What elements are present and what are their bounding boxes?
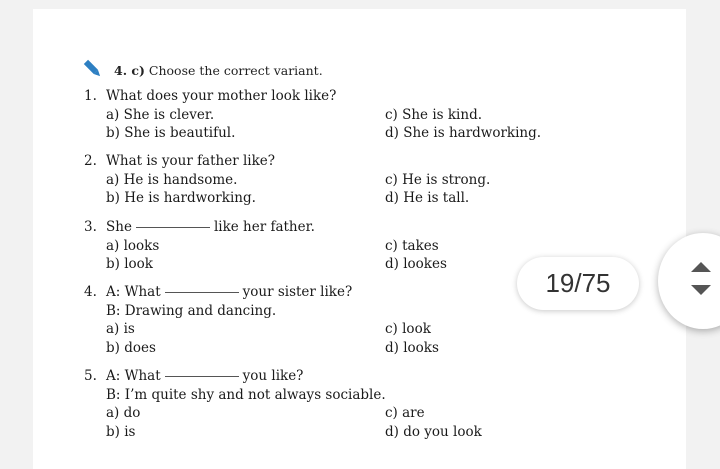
option-a: a) looks xyxy=(106,237,160,254)
page-counter: 19/75 xyxy=(517,257,639,310)
task-number: 4. c) xyxy=(114,63,145,78)
option-a: a) is xyxy=(106,321,135,337)
question-text-after: your sister like? xyxy=(242,284,353,300)
option-b: b) He is hardworking. xyxy=(106,190,256,206)
question-text: What is your father like? xyxy=(106,153,276,169)
option-c: c) are xyxy=(385,405,425,421)
question-text-before: A: What xyxy=(106,368,161,384)
question-number: 2. xyxy=(84,153,97,169)
option-c: c) He is strong. xyxy=(385,171,491,188)
question-number: 5. xyxy=(84,368,97,384)
option-b: b) She is beautiful. xyxy=(106,125,236,141)
question-line-2: B: I’m quite shy and not always sociable. xyxy=(106,386,386,403)
option-d: d) She is hardworking. xyxy=(385,125,542,141)
option-b: b) is xyxy=(106,423,136,440)
question-text: What does your mother look like? xyxy=(106,88,337,104)
pencil-icon xyxy=(82,58,104,80)
question-number: 3. xyxy=(84,219,97,235)
question-text xyxy=(106,283,352,302)
question-text-before: A: What xyxy=(106,284,161,300)
question-text-before: She xyxy=(106,219,132,235)
question-line-2: B: Drawing and dancing. xyxy=(106,302,277,319)
task-instruction xyxy=(114,63,323,78)
option-d: d) He is tall. xyxy=(385,190,470,206)
task-instruction-text: Choose the correct variant. xyxy=(148,63,323,78)
question-number: 1. xyxy=(84,88,97,104)
option-d: d) looks xyxy=(385,339,439,356)
option-c: c) look xyxy=(385,321,431,337)
question-text xyxy=(106,218,315,237)
option-d: d) lookes xyxy=(385,256,447,272)
question-number: 4. xyxy=(84,284,97,300)
option-a: a) He is handsome. xyxy=(106,171,238,188)
answer-blank xyxy=(165,375,239,377)
option-a: a) She is clever. xyxy=(106,106,215,123)
option-b: b) does xyxy=(106,339,156,356)
option-c: c) She is kind. xyxy=(385,106,483,123)
question-text-after: like her father. xyxy=(213,219,315,235)
option-a: a) do xyxy=(106,405,141,421)
answer-blank xyxy=(165,291,239,293)
question-text xyxy=(106,367,303,386)
arrow-up-icon[interactable] xyxy=(691,262,711,272)
option-b: b) look xyxy=(106,256,153,272)
option-c: c) takes xyxy=(385,237,439,254)
arrow-down-icon[interactable] xyxy=(691,285,711,295)
question-text-after: you like? xyxy=(242,368,304,384)
answer-blank xyxy=(136,226,210,228)
option-d: d) do you look xyxy=(385,423,482,440)
